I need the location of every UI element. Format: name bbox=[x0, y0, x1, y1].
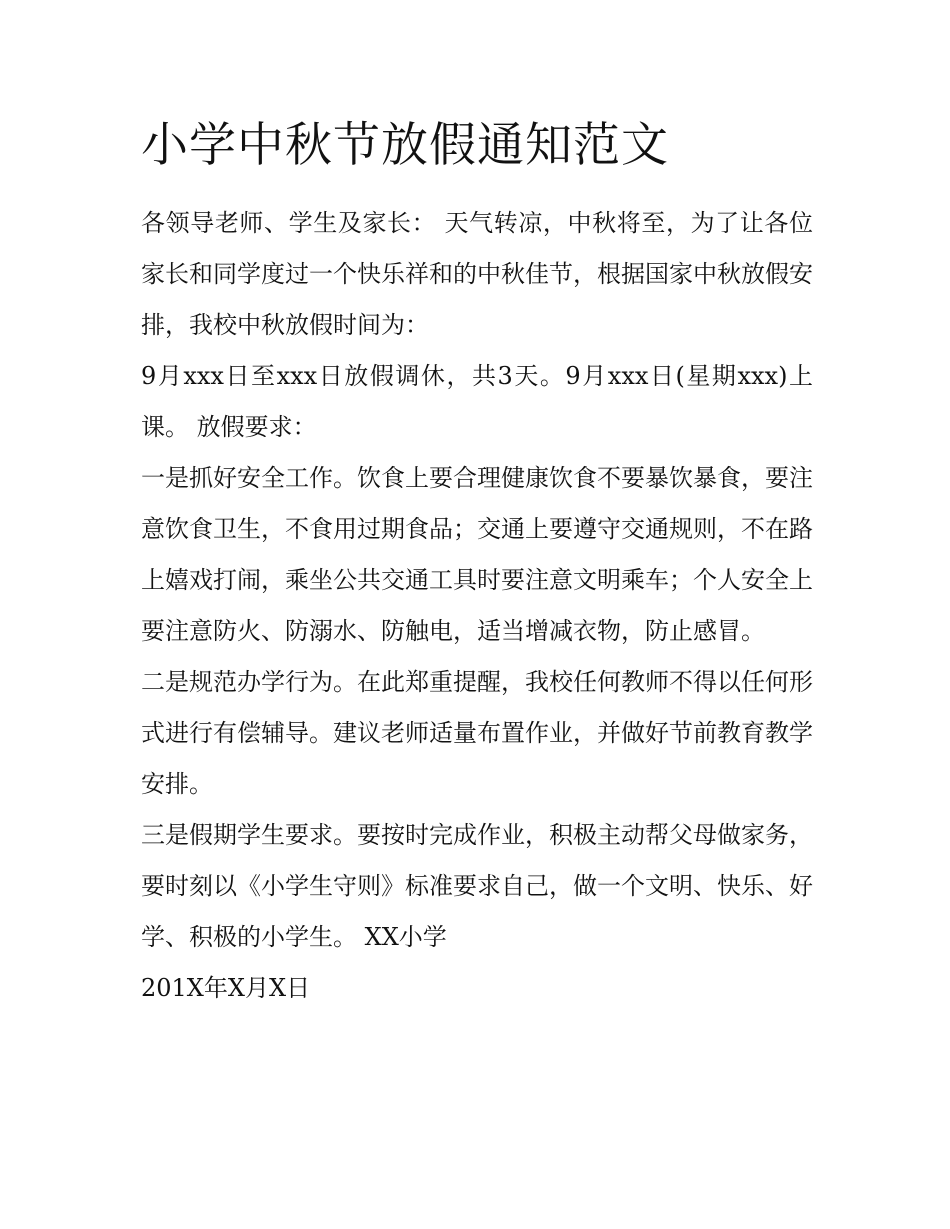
schedule-paragraph: 9月xxx日至xxx日放假调休，共3天。9月xxx日(星期xxx)上课。 放假要求： bbox=[141, 362, 813, 441]
document-date: 201X年X月X日 bbox=[141, 974, 311, 1002]
conduct-paragraph: 二是规范办学行为。在此郑重提醒，我校任何教师不得以任何形式进行有偿辅导。建议老师适量布置作业，并做好节前教育教学安排。 bbox=[141, 668, 813, 798]
document-content bbox=[141, 112, 813, 1014]
safety-paragraph: 一是抓好安全工作。饮食上要合理健康饮食不要暴饮暴食，要注意饮食卫生，不食用过期食品；交通上要遵守交通规则，不在路上嬉戏打闹，乘坐公共交通工具时要注意文明乘车；个人安全上要注意防火、防溺水、防触电，适当增减衣物，防止感冒。 bbox=[141, 464, 813, 645]
document-title: 小学中秋节放假通知范文 bbox=[141, 118, 669, 173]
greeting-paragraph: 各领导老师、学生及家长： 天气转凉，中秋将至，为了让各位家长和同学度过一个快乐祥和的中秋佳节，根据国家中秋放假安排，我校中秋放假时间为： bbox=[141, 209, 813, 339]
student-requirements-paragraph: 三是假期学生要求。要按时完成作业，积极主动帮父母做家务，要时刻以《小学生守则》标准要求自己，做一个文明、快乐、好学、积极的小学生。 XX小学 bbox=[141, 821, 813, 951]
